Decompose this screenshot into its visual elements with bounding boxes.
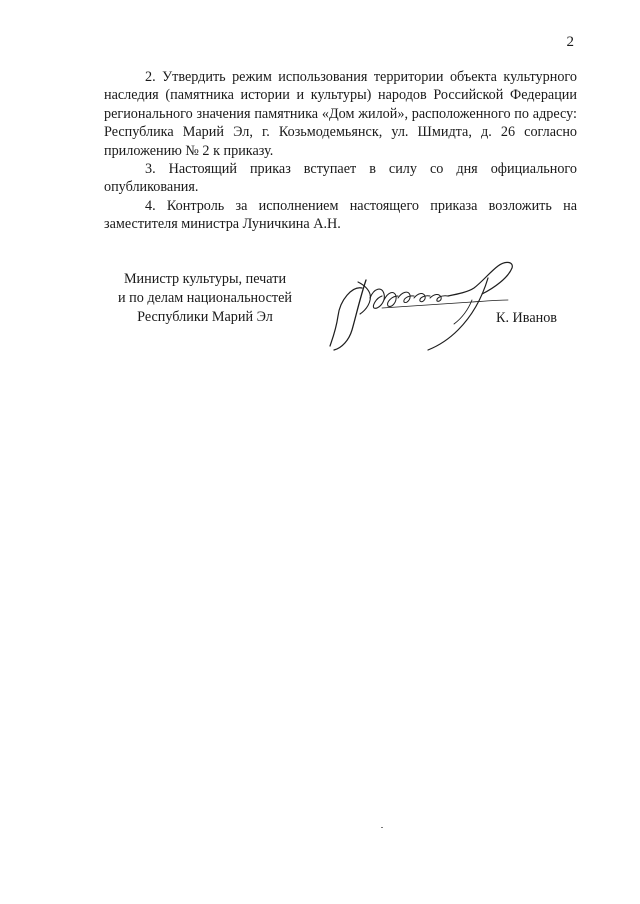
- paragraph-item-4: 4. Контроль за исполнением настоящего приказа возложить на заместителя министра Луничкина А.Н.: [104, 197, 577, 233]
- page-number: 2: [566, 34, 574, 50]
- position-line: Министр культуры, печати: [123, 271, 287, 287]
- signer-position-title: [100, 270, 310, 327]
- paragraph-item-3: 3. Настоящий приказ вступает в силу со дня официального опубликования.: [104, 161, 577, 196]
- signature-block: [0, 270, 640, 380]
- paragraph-item-2: 2. Утвердить режим использования территории объекта культурного наследия (памятника истории и культуры) народов Российской Федерации регионального значения памятника «Дом жилой», расположенного по адресу: Республика Марий Эл, г. Козьмодемьянск, ул. Шмидта, д. 26 согласно приложению № 2 к приказу.: [104, 69, 577, 159]
- order-body-text: [104, 68, 577, 234]
- handwritten-signature-icon: [322, 258, 532, 356]
- scan-speck: [381, 827, 383, 828]
- signer-name: К. Иванов: [496, 310, 557, 326]
- position-line: Республики Марий Эл: [137, 309, 273, 325]
- position-line: и по делам национальностей: [118, 290, 292, 306]
